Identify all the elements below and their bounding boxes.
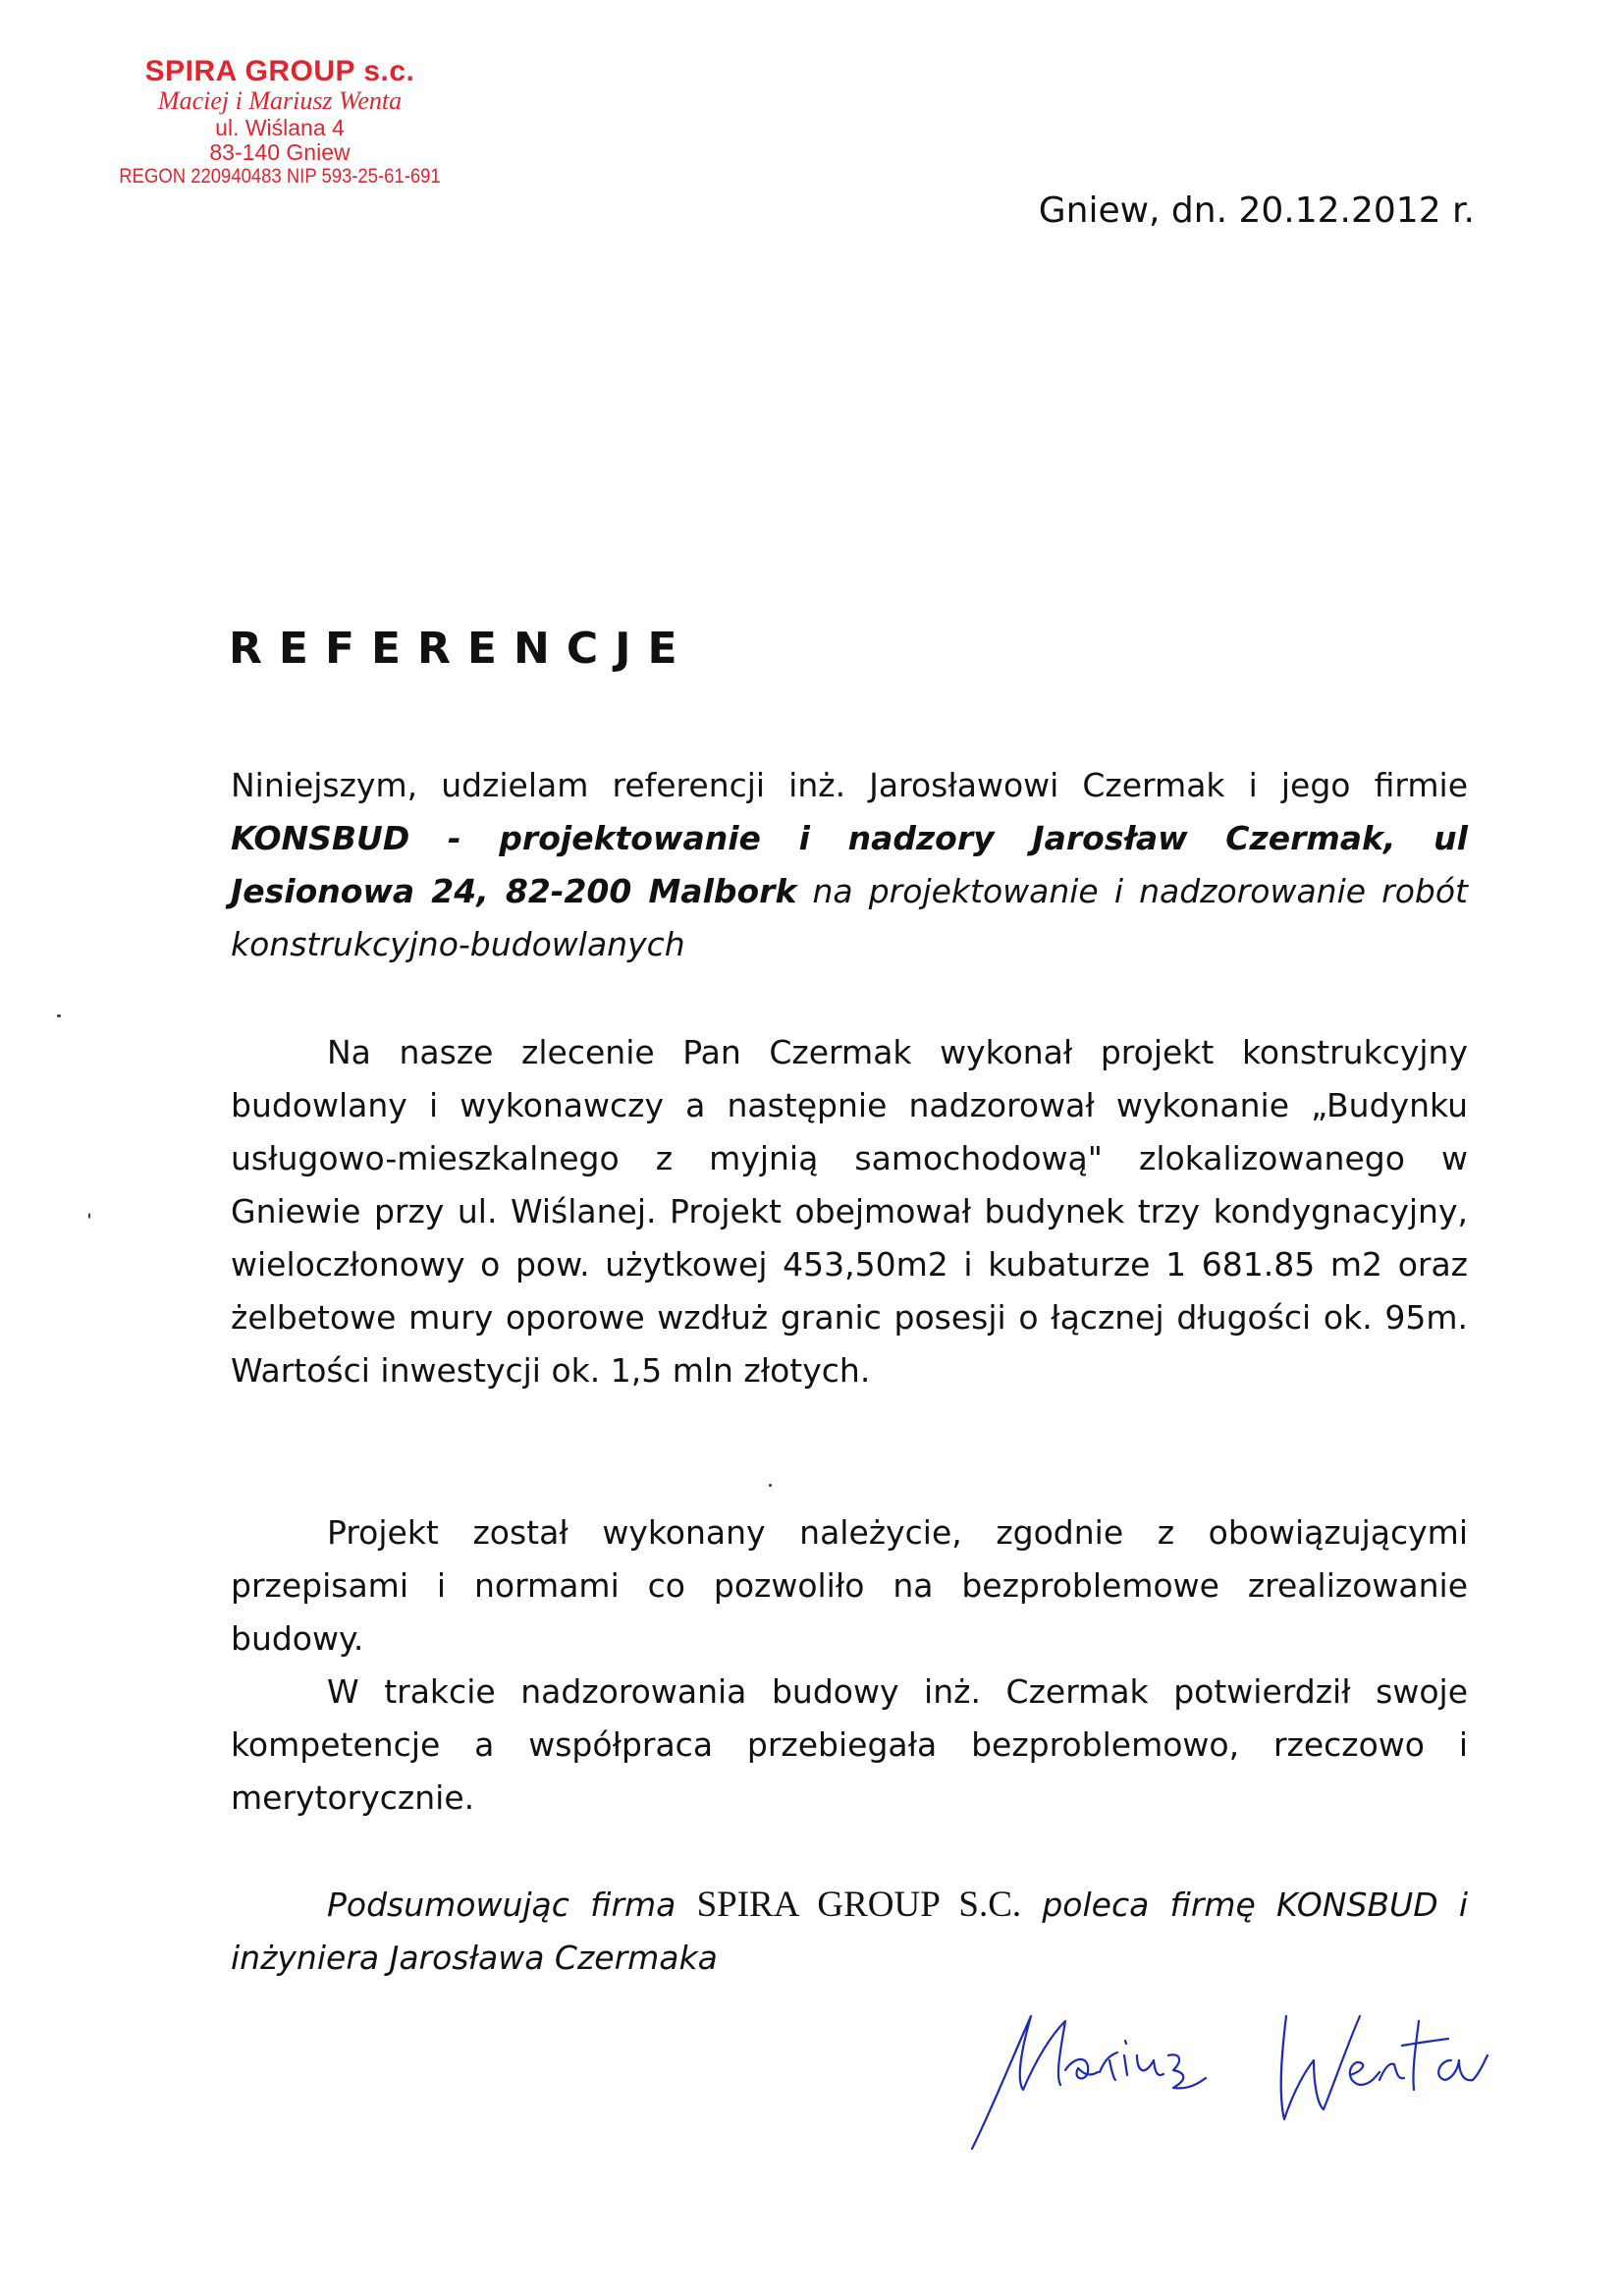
scan-speck — [769, 1484, 772, 1487]
summary-company: SPIRA GROUP S.C. — [696, 1885, 1022, 1925]
stamp-registration-ids: REGON 220940483 NIP 593-25-61-691 — [119, 165, 441, 189]
supervision-paragraph: W trakcie nadzorowania budowy inż. Czermak potwierdził swoje kompetencje a współpraca przebiegała bezproblemowo, rzeczowo i merytorycznie. — [231, 1672, 1468, 1817]
stamp-city: 83-140 Gniew — [209, 138, 351, 165]
letter-title: REFERENCJE — [229, 624, 694, 674]
scan-speck — [88, 1213, 90, 1219]
intro-lead: Niniejszym, udzielam referencji inż. Jarosławowi Czermak i jego firmie — [231, 766, 1468, 804]
letter-date: Gniew, dn. 20.12.2012 r. — [1038, 191, 1475, 231]
stamp-street: ul. Wiślana 4 — [215, 114, 345, 140]
scan-speck — [57, 1014, 61, 1017]
handwritten-signature — [962, 2001, 1492, 2159]
stamp-owners: Maciej i Mariusz Wenta — [157, 86, 403, 115]
company-stamp — [93, 55, 466, 188]
summary-paragraph — [231, 1879, 1468, 1985]
intro-tail: na projektowanie i nadzorowanie robót konstrukcyjno-budowlanych — [231, 872, 1468, 963]
quality-paragraph: Projekt został wykonany należycie, zgodnie z obowiązującymi przepisami i normami co pozwoliło na bezproblemowe zrealizowanie budowy. — [231, 1513, 1468, 1658]
project-paragraph: Na nasze zlecenie Pan Czermak wykonał projekt konstrukcyjny budowlany i wykonawczy a następnie nadzorował wykonanie „Budynku usługowo-mieszkalnego z myjnią samochodową" zlokalizowanego w Gniewie przy ul. Wiślanej. Projekt obejmował budynek trzy kondygnacyjny, wieloczłonowy o pow. użytkowej 453,50m2 i kubaturze 1 681.85 m2 oraz żelbetowe mury oporowe wzdłuż granic posesji o łącznej długości ok. 95m. Wartości inwestycji ok. 1,5 mln złotych. — [231, 1033, 1468, 1390]
intro-firm-name: KONSBUD - projektowanie i nadzory Jarosław Czermak, ul Jesionowa 24, 82-200 Malbork — [231, 819, 1468, 910]
stamp-company-name: SPIRA GROUP s.c. — [144, 55, 415, 87]
summary-tail: poleca firmę KONSBUD i inżyniera Jarosława Czermaka — [231, 1886, 1468, 1977]
intro-paragraph — [231, 759, 1468, 971]
summary-lead: Podsumowując firma — [327, 1886, 697, 1924]
